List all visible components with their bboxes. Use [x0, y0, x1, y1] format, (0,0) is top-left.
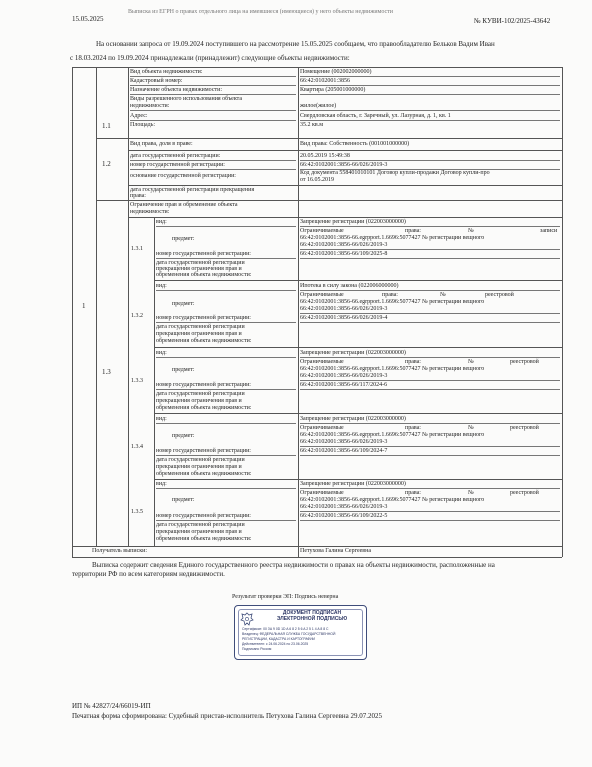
sub-1-3-4-p1a: Ограничиваемые — [300, 425, 344, 431]
sub-1-3-3-reg-value: 66:42:0102001:3856-66/117/2024-6 — [300, 382, 560, 390]
reg-date-value: 20.05.2019 15:49:38 — [300, 153, 560, 161]
stamp-validity: Действителен: с 24.06.2024 по 23.06.2025 — [242, 642, 309, 646]
sub-1-3-5-data1: дата государственной регистрации — [156, 522, 245, 528]
area-label: Площадь: — [130, 122, 156, 128]
sub-1-3-1-vid-value: Запрещение регистрации (022003000000) — [300, 219, 560, 227]
object-type-label: Вид объекта недвижимости: — [130, 69, 296, 77]
reg-number-label: номер государственной регистрации: — [130, 162, 296, 170]
area-value: 35.2 кв.м — [300, 122, 324, 128]
address-value: Свердловская область, г. Заречный, ул. Лазурная, д. 1, кв. 1 — [300, 113, 560, 121]
sub-1-3-1-data2: прекращения ограничения прав и — [156, 266, 242, 272]
sub-1-3-1-p1a: Ограничиваемые — [300, 228, 344, 234]
sub-1-3-4-p2: 66:42:0102001:3856-66.egrpport.1.6696:5077427 № регистрации вещного — [300, 432, 485, 438]
right-type-value: Вид права: Собственность (001001000000) — [300, 141, 410, 147]
sub-1-3-5-data3: обременения объекта недвижимости: — [156, 536, 252, 542]
sub-1-3-2-data2: прекращения ограничения прав и — [156, 331, 242, 337]
sub-1-3-1-p1c: № — [468, 228, 474, 234]
receiver-value: Петухова Галина Сергеевна — [300, 548, 371, 554]
document-number: № КУВИ-102/2025-43642 — [474, 17, 551, 25]
reg-basis-value: Код документа 558401010101 Договор купли-продажи Договор купли-про — [300, 170, 490, 176]
note-line-2: территории РФ по всем категориям недвижимости. — [72, 570, 225, 578]
sub-1-3-1-p1b: права: — [405, 228, 421, 234]
sub-1-3-4-nomer-label: номер государственной регистрации: — [156, 448, 296, 456]
cadastral-number-value: 66:42:0102001:3856 — [300, 78, 560, 86]
reg-basis-value-2: от 16.05.2019 — [300, 177, 335, 183]
sub-1-3-4-reg-value: 66:42:0102001:3856-66/109/2024-7 — [300, 448, 560, 456]
sub-1-3-5-p1c: № — [468, 490, 474, 496]
sub-1-3-1-number: 1.3.1 — [131, 246, 143, 252]
sub-1-3-3-p1b: права: — [405, 359, 421, 365]
permitted-use-value: жилое(жилое) — [300, 103, 560, 111]
sub-1-3-4-data1: дата государственной регистрации — [156, 457, 245, 463]
sub-1-3-5-p2: 66:42:0102001:3856-66.egrpport.1.6696:5077427 № регистрации вещного — [300, 497, 485, 503]
permitted-use-label: Виды разрешенного использования объекта — [130, 96, 243, 102]
sub-1-3-4-p1c: № — [468, 425, 474, 431]
restrictions-label: Ограничение прав и обременение объекта — [130, 202, 238, 208]
sub-1-3-1-reg-value: 66:42:0102001:3856-66/109/2025-8 — [300, 251, 560, 259]
stamp-owner: Владелец: ФЕДЕРАЛЬНАЯ СЛУЖБА ГОСУДАРСТВЕННОЙ — [242, 632, 336, 636]
object-type-value: Помещение (002002000000) — [300, 69, 560, 77]
row-number: 1 — [82, 302, 86, 310]
sub-1-3-3-data2: прекращения ограничения прав и — [156, 398, 242, 404]
sub-1-3-4-predmet-label: предмет: — [172, 433, 195, 439]
sub-1-3-2-data1: дата государственной регистрации — [156, 324, 245, 330]
sub-1-3-2-predmet-label: предмет: — [172, 301, 195, 307]
sub-1-3-3-number: 1.3.3 — [131, 378, 143, 384]
sub-1-3-3-data1: дата государственной регистрации — [156, 391, 245, 397]
sub-1-3-5-p3: 66:42:0102001:3856-66/026/2019-3 — [300, 504, 560, 512]
ip-number: ИП № 42827/24/66019-ИП — [72, 702, 151, 710]
sub-1-3-3-nomer-label: номер государственной регистрации: — [156, 382, 296, 390]
section-1-2-number: 1.2 — [102, 160, 111, 168]
sub-1-3-2-data3: обременения объекта недвижимости: — [156, 338, 252, 344]
section-1-3-number: 1.3 — [102, 368, 111, 376]
sub-1-3-5-predmet-label: предмет: — [172, 497, 195, 503]
printed-form-info: Печатная форма сформирована: Судебный пристав-исполнитель Петухова Галина Сергеевна 29.07.2025 — [72, 712, 383, 720]
sub-1-3-4-p3: 66:42:0102001:3856-66/026/2019-3 — [300, 439, 560, 447]
coat-of-arms-icon — [240, 612, 254, 626]
sub-1-3-4-data3: обременения объекта недвижимости: — [156, 471, 252, 477]
sub-1-3-3-vid-label: вид: — [156, 350, 296, 358]
section-1-1-number: 1.1 — [102, 122, 111, 130]
sub-1-3-4-p1d: реестровой — [510, 425, 539, 431]
sub-1-3-4-vid-value: Запрещение регистрации (022003000000) — [300, 416, 560, 424]
sub-1-3-3-p1d: реестровой — [510, 359, 539, 365]
sub-1-3-5-data2: прекращения ограничения прав и — [156, 529, 242, 535]
sub-1-3-1-nomer-label: номер государственной регистрации: — [156, 251, 296, 259]
permitted-use-label-2: недвижимости: — [130, 103, 296, 111]
sub-1-3-2-p1d: реестровой — [485, 292, 514, 298]
purpose-label: Назначение объекта недвижимости: — [130, 87, 296, 95]
sub-1-3-1-data1: дата государственной регистрации — [156, 260, 245, 266]
sub-1-3-5-vid-value: Запрещение регистрации (022003000000) — [300, 481, 560, 489]
sub-1-3-3-predmet-label: предмет: — [172, 367, 195, 373]
stamp-signed: Подписано Россия — [242, 647, 272, 651]
sub-1-3-2-p1a: Ограничиваемые — [300, 292, 344, 298]
stamp-certificate: Сертификат: 00 ЗА 9 0D 1D A 6 8 2 5 6 A 2 5 1 4 A 8 8 C — [242, 627, 329, 631]
sub-1-3-1-p2: 66:42:0102001:3856-66.egrpport.1.6696:5077427 № регистрации вещного — [300, 235, 485, 241]
address-label: Адрес: — [130, 113, 296, 121]
sub-1-3-5-p1b: права: — [405, 490, 421, 496]
sub-1-3-5-p1d: реестровой — [510, 490, 539, 496]
cadastral-number-label: Кадастровый номер: — [130, 78, 296, 86]
sub-1-3-4-data2: прекращения ограничения прав и — [156, 464, 242, 470]
reg-basis-label: основание государственной регистрации: — [130, 173, 236, 179]
sub-1-3-4-p1b: права: — [405, 425, 421, 431]
sub-1-3-2-number: 1.3.2 — [131, 313, 143, 319]
intro-line-1: На основании запроса от 19.09.2024 поступившего на рассмотрение 15.05.2025 сообщаем, что правообладателю Бельков Вадим Иван — [96, 40, 495, 48]
sub-1-3-1-data3: обременения объекта недвижимости: — [156, 272, 252, 278]
termination-date-label-2: права: — [130, 193, 146, 199]
sub-1-3-1-p1d: записи — [540, 228, 558, 234]
sub-1-3-1-p3: 66:42:0102001:3856-66/026/2019-3 — [300, 242, 560, 250]
sub-1-3-5-p1a: Ограничиваемые — [300, 490, 344, 496]
restrictions-label-2: недвижимости: — [130, 209, 170, 215]
sub-1-3-2-vid-value: Ипотека в силу закона (022006000000) — [300, 283, 560, 291]
sub-1-3-3-p3: 66:42:0102001:3856-66/026/2019-3 — [300, 373, 560, 381]
top-faint-title: Выписка из ЕГРН о правах отдельного лица на имевшиеся (имеющиеся) у него объекты недвижимости — [128, 9, 393, 15]
sub-1-3-2-nomer-label: номер государственной регистрации: — [156, 315, 296, 323]
sub-1-3-3-p1c: № — [468, 359, 474, 365]
purpose-value: Квартира (205001000000) — [300, 87, 560, 95]
sub-1-3-5-number: 1.3.5 — [131, 509, 143, 515]
sub-1-3-2-p2: 66:42:0102001:3856-66.egrpport.1.6696:5077427 № регистрации вещного — [300, 299, 485, 305]
sub-1-3-2-vid-label: вид: — [156, 283, 296, 291]
sub-1-3-1-vid-label: вид: — [156, 219, 296, 227]
sub-1-3-2-reg-value: 66:42:0102001:3856-66/026/2019-4 — [300, 315, 560, 323]
sub-1-3-3-vid-value: Запрещение регистрации (022003000000) — [300, 350, 560, 358]
stamp-title: ДОКУМЕНТ ПОДПИСАН ЭЛЕКТРОННОЙ ПОДПИСЬЮ — [276, 610, 348, 622]
right-type-label: Вид права, доля в праве: — [130, 141, 193, 147]
sub-1-3-3-p2: 66:42:0102001:3856-66.egrpport.1.6696:5077427 № регистрации вещного — [300, 366, 485, 372]
note-line-1: Выписка содержит сведения Единого государственного реестра недвижимости о правах на объекты недвижимости, расположенные на — [92, 561, 495, 569]
stamp-owner-2: РЕГИСТРАЦИИ, КАДАСТРА И КАРТОГРАФИИ — [242, 637, 315, 641]
intro-line-2: с 18.03.2024 по 19.09.2024 принадлежали (принадлежит) следующие объекты недвижимости: — [70, 54, 350, 62]
sub-1-3-3-data3: обременения объекта недвижимости: — [156, 405, 252, 411]
reg-date-label: дата государственной регистрации: — [130, 153, 296, 161]
top-date: 15.05.2025 — [72, 15, 104, 23]
sub-1-3-5-nomer-label: номер государственной регистрации: — [156, 513, 296, 521]
receiver-label: Получатель выписки: — [92, 548, 148, 554]
termination-date-label: дата государственной регистрации прекращения — [130, 187, 255, 193]
signature-check-result: Результат проверки ЭП: Подпись неверна — [232, 594, 339, 600]
signature-stamp — [234, 605, 367, 660]
sub-1-3-1-predmet-label: предмет: — [172, 236, 195, 242]
sub-1-3-2-p1b: права: — [382, 292, 398, 298]
reg-number-value: 66:42:0102001:3856-66/026/2019-3 — [300, 162, 560, 170]
sub-1-3-2-p3: 66:42:0102001:3856-66/026/2019-3 — [300, 306, 560, 314]
sub-1-3-4-vid-label: вид: — [156, 416, 296, 424]
sub-1-3-5-vid-label: вид: — [156, 481, 296, 489]
sub-1-3-5-reg-value: 66:42:0102001:3856-66/109/2022-5 — [300, 513, 560, 521]
sub-1-3-4-number: 1.3.4 — [131, 444, 143, 450]
sub-1-3-2-p1c: № — [440, 292, 446, 298]
sub-1-3-3-p1a: Ограничиваемые — [300, 359, 344, 365]
